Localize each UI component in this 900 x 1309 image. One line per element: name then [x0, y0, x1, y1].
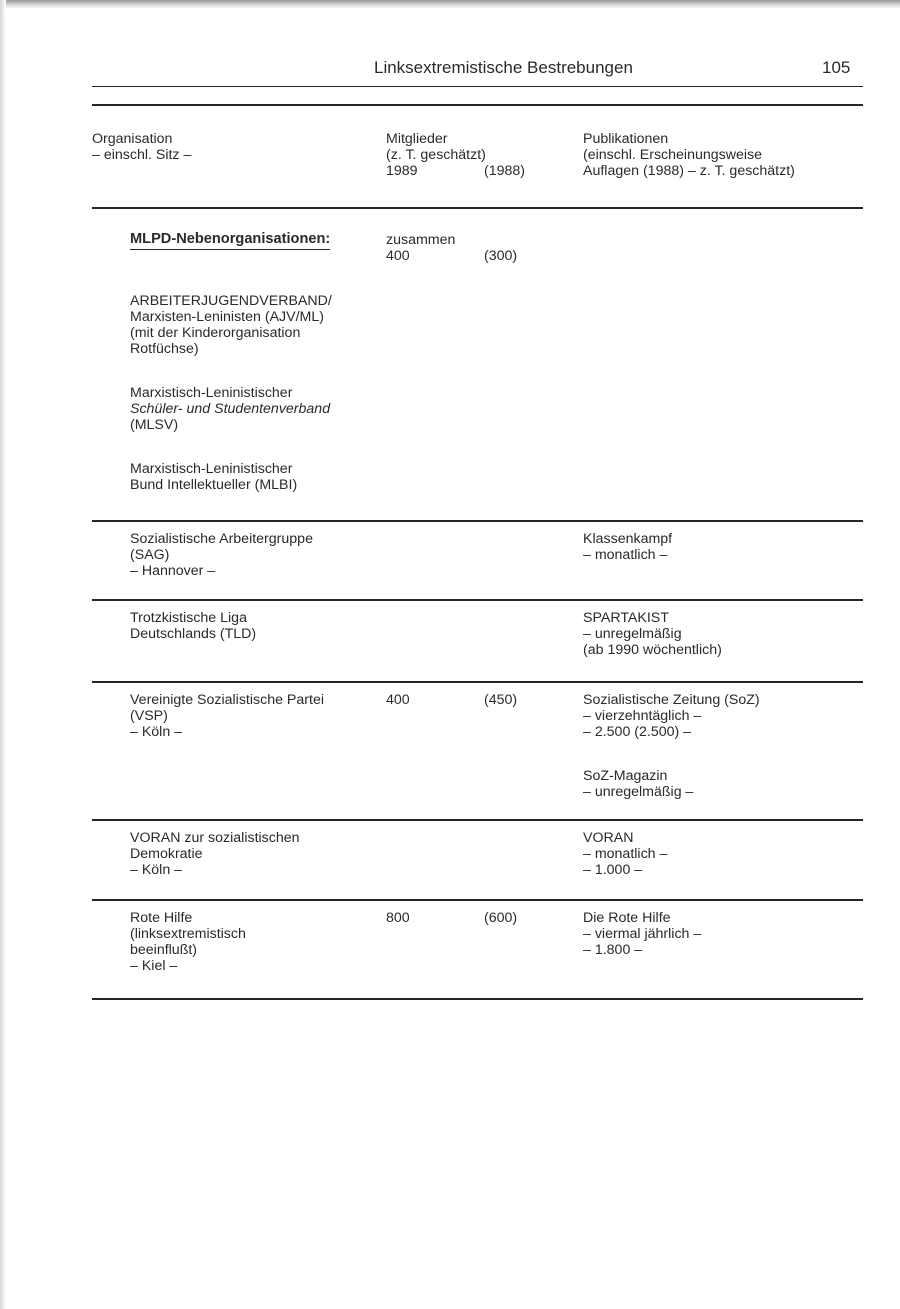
row-rule [92, 899, 863, 901]
org-ajvml-line1: ARBEITERJUGENDVERBAND/ [130, 293, 332, 309]
scan-edge-top [0, 0, 900, 9]
org-mlsv-line1: Marxistisch-Leninistischer [130, 385, 293, 401]
mlpd-members-1988: (300) [484, 248, 518, 264]
org-vsp-line3: – Köln – [130, 724, 183, 740]
pub-vsp-magazin-line1: SoZ-Magazin [583, 768, 668, 784]
org-mlbi-line1: Marxistisch-Leninistischer [130, 461, 293, 477]
pub-rotehilfe-line3: – 1.800 – [583, 942, 643, 958]
org-voran-line2: Demokratie [130, 846, 203, 862]
org-rotehilfe-line3: beeinflußt) [130, 942, 198, 958]
org-ajvml-line3: (mit der Kinderorganisation [130, 325, 301, 341]
col-header-year-1988: (1988) [484, 163, 526, 179]
col-header-pub-3: Auflagen (1988) – z. T. geschätzt) [583, 163, 795, 179]
org-vsp-line2: (VSP) [130, 708, 168, 724]
pub-vsp-line1: Sozialistische Zeitung (SoZ) [583, 692, 760, 708]
col-header-pub-1: Publikationen [583, 131, 669, 147]
table-top-rule [92, 104, 863, 106]
members-vsp-1989: 400 [386, 692, 410, 708]
table-bottom-rule [92, 998, 863, 1000]
mlpd-section-heading: MLPD-Nebenorganisationen: [130, 231, 330, 250]
org-voran-line1: VORAN zur sozialistischen [130, 830, 300, 846]
row-rule [92, 819, 863, 821]
org-mlbi-line2: Bund Intellektueller (MLBI) [130, 477, 298, 493]
pub-tld-line2: – unregelmäßig [583, 626, 682, 642]
row-rule [92, 599, 863, 601]
org-tld-line2: Deutschlands (TLD) [130, 626, 257, 642]
col-header-members-2: (z. T. geschätzt) [386, 147, 486, 163]
col-header-pub-2: (einschl. Erscheinungsweise [583, 147, 763, 163]
page-number: 105 [822, 58, 851, 77]
members-vsp-1988: (450) [484, 692, 518, 708]
pub-rotehilfe-line1: Die Rote Hilfe [583, 910, 671, 926]
col-header-members-1: Mitglieder [386, 131, 448, 147]
members-rotehilfe-1989: 800 [386, 910, 410, 926]
mlpd-members-label: zusammen [386, 232, 456, 248]
header-bottom-rule [92, 207, 863, 209]
org-tld-line1: Trotzkistische Liga [130, 610, 247, 626]
col-header-year-1989: 1989 [386, 163, 418, 179]
org-voran-line3: – Köln – [130, 862, 183, 878]
org-rotehilfe-line1: Rote Hilfe [130, 910, 193, 926]
pub-sag-line1: Klassenkampf [583, 531, 673, 547]
org-ajvml-line4: Rotfüchse) [130, 341, 199, 357]
pub-tld-line3: (ab 1990 wöchentlich) [583, 642, 722, 658]
row-rule [92, 681, 863, 683]
pub-voran-line2: – monatlich – [583, 846, 668, 862]
org-mlsv-line2: Schüler- und Studentenverband [130, 401, 331, 417]
scan-edge-left [0, 0, 6, 1309]
org-sag-line1: Sozialistische Arbeitergruppe [130, 531, 313, 547]
pub-rotehilfe-line2: – viermal jährlich – [583, 926, 702, 942]
running-title: Linksextremistische Bestrebungen [374, 58, 633, 77]
org-vsp-line1: Vereinigte Sozialistische Partei [130, 692, 324, 708]
org-sag-line3: – Hannover – [130, 563, 216, 579]
members-rotehilfe-1988: (600) [484, 910, 518, 926]
org-rotehilfe-line2: (linksextremistisch [130, 926, 246, 942]
col-header-org-1: Organisation [92, 131, 173, 147]
row-rule [92, 520, 863, 522]
org-sag-line2: (SAG) [130, 547, 170, 563]
pub-voran-line3: – 1.000 – [583, 862, 643, 878]
header-rule [92, 86, 863, 87]
mlpd-members-1989: 400 [386, 248, 410, 264]
pub-sag-line2: – monatlich – [583, 547, 668, 563]
pub-vsp-line2: – vierzehntäglich – [583, 708, 702, 724]
org-ajvml-line2: Marxisten-Leninisten (AJV/ML) [130, 309, 324, 325]
org-mlsv-line3: (MLSV) [130, 417, 179, 433]
pub-vsp-magazin-line2: – unregelmäßig – [583, 784, 694, 800]
pub-tld-line1: SPARTAKIST [583, 610, 669, 626]
pub-voran-line1: VORAN [583, 830, 634, 846]
col-header-org-2: – einschl. Sitz – [92, 147, 192, 163]
pub-vsp-line3: – 2.500 (2.500) – [583, 724, 692, 740]
org-rotehilfe-line4: – Kiel – [130, 958, 178, 974]
